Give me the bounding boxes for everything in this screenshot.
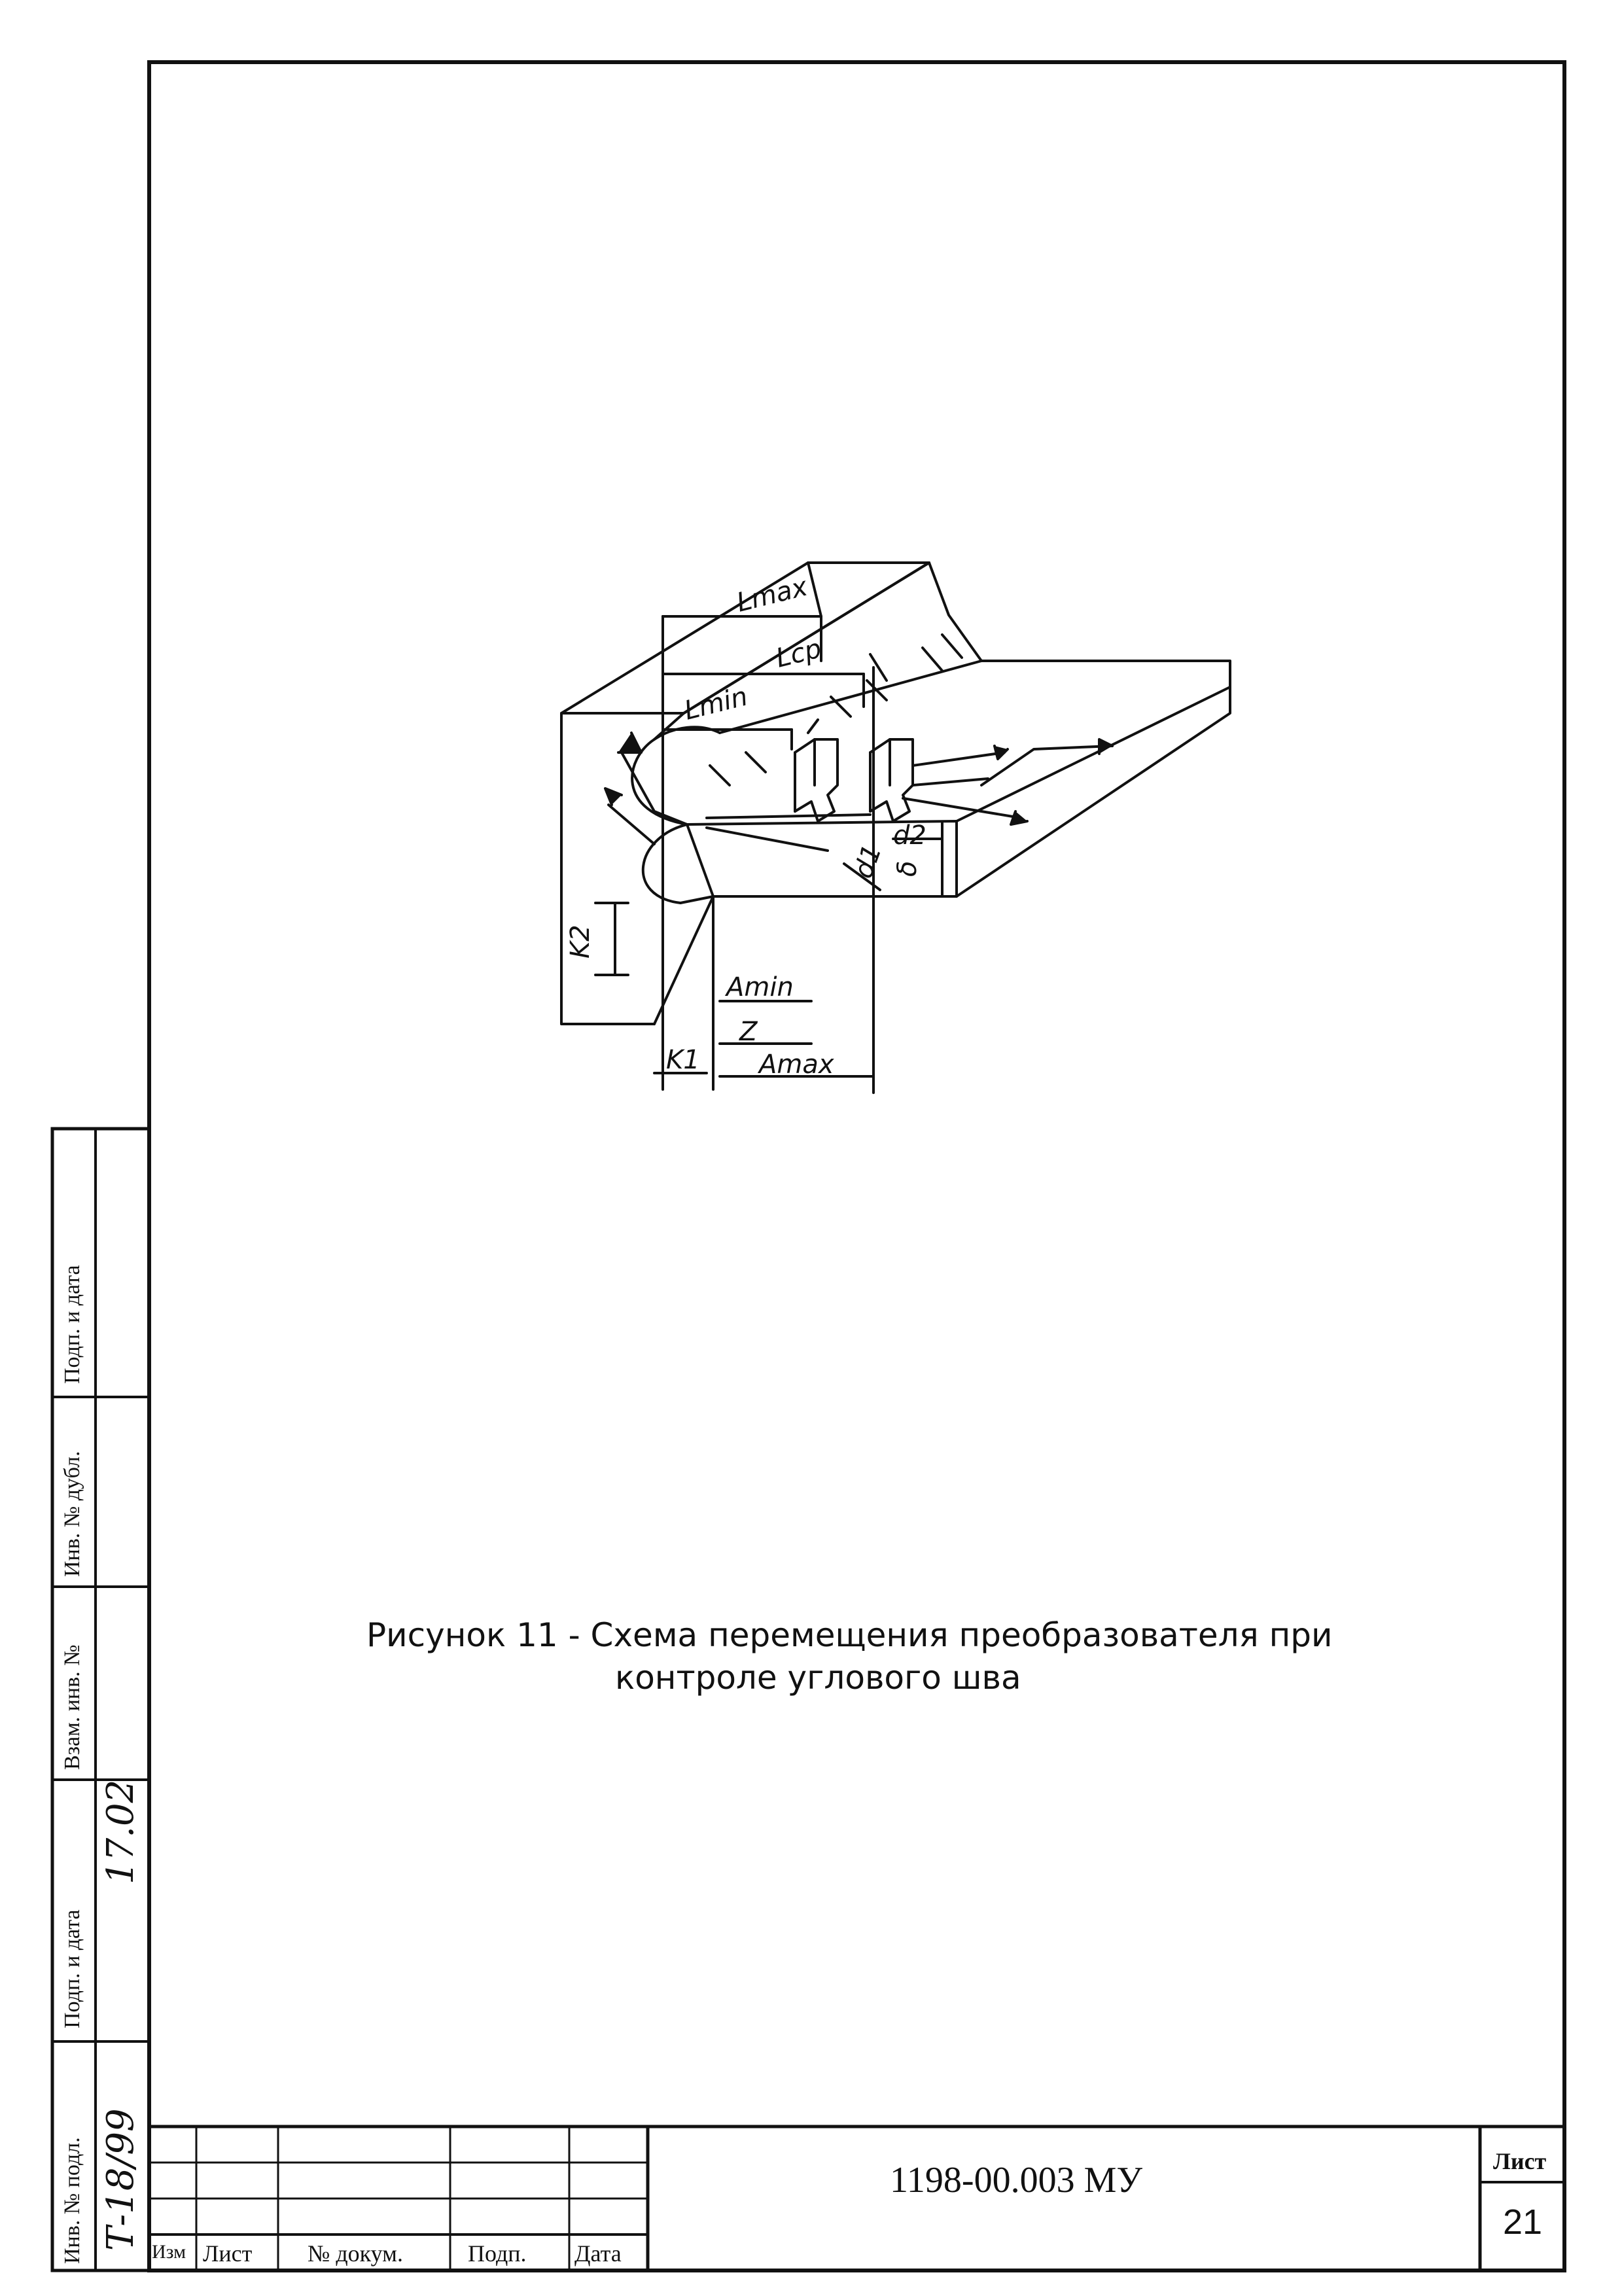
handwritten-date: 17.02 [99, 1779, 142, 1884]
sheet-number: 21 [1503, 2202, 1543, 2242]
figure-caption-line1: Рисунок 11 - Схема перемещения преобразователя при [366, 1616, 1333, 1654]
label-amax: Amax [759, 1050, 834, 1080]
label-amin: Amin [726, 972, 794, 1002]
vertical-plate-back [929, 563, 981, 661]
label-k2: K2 [565, 925, 595, 959]
label-lmax: Lmax [733, 571, 811, 618]
transducer-1 [795, 739, 837, 821]
label-d2: d2 [893, 821, 926, 851]
figure-caption-line2: контроле углового шва [615, 1659, 1021, 1697]
side-stamp-vzam-inv: Взам. инв. № [60, 1644, 84, 1770]
title-col-data: Дата [574, 2240, 622, 2267]
vertical-plate-front [561, 713, 654, 1024]
side-stamp-podp-data-1: Подп. и дата [60, 1909, 84, 2028]
label-lcp: Lср [773, 633, 825, 674]
label-d1: d1 [848, 840, 888, 883]
handwritten-inv-number: Т-18/99 [99, 2108, 142, 2251]
sheet-label: Лист [1493, 2148, 1547, 2174]
side-stamp-podp-data-2: Подп. и дата [60, 1265, 84, 1384]
side-stamp-inv-podl: Инв. № подл. [60, 2137, 84, 2264]
document-number: 1198-00.003 МУ [890, 2160, 1143, 2200]
title-col-podp: Подп. [468, 2240, 527, 2267]
title-col-docnum: № докум. [308, 2240, 403, 2267]
weld-bead-lower [643, 824, 687, 903]
title-col-list: Лист [203, 2240, 253, 2267]
side-stamp-inv-dubl: Инв. № дубл. [60, 1451, 84, 1577]
label-k1: K1 [666, 1045, 700, 1075]
label-z: Z [739, 1017, 758, 1047]
sheet-border [149, 62, 1564, 2270]
label-delta: δ [892, 860, 923, 877]
title-col-izm: Изм [152, 2241, 186, 2263]
transducer-2 [870, 739, 913, 821]
label-lmin: Lmin [681, 681, 751, 726]
